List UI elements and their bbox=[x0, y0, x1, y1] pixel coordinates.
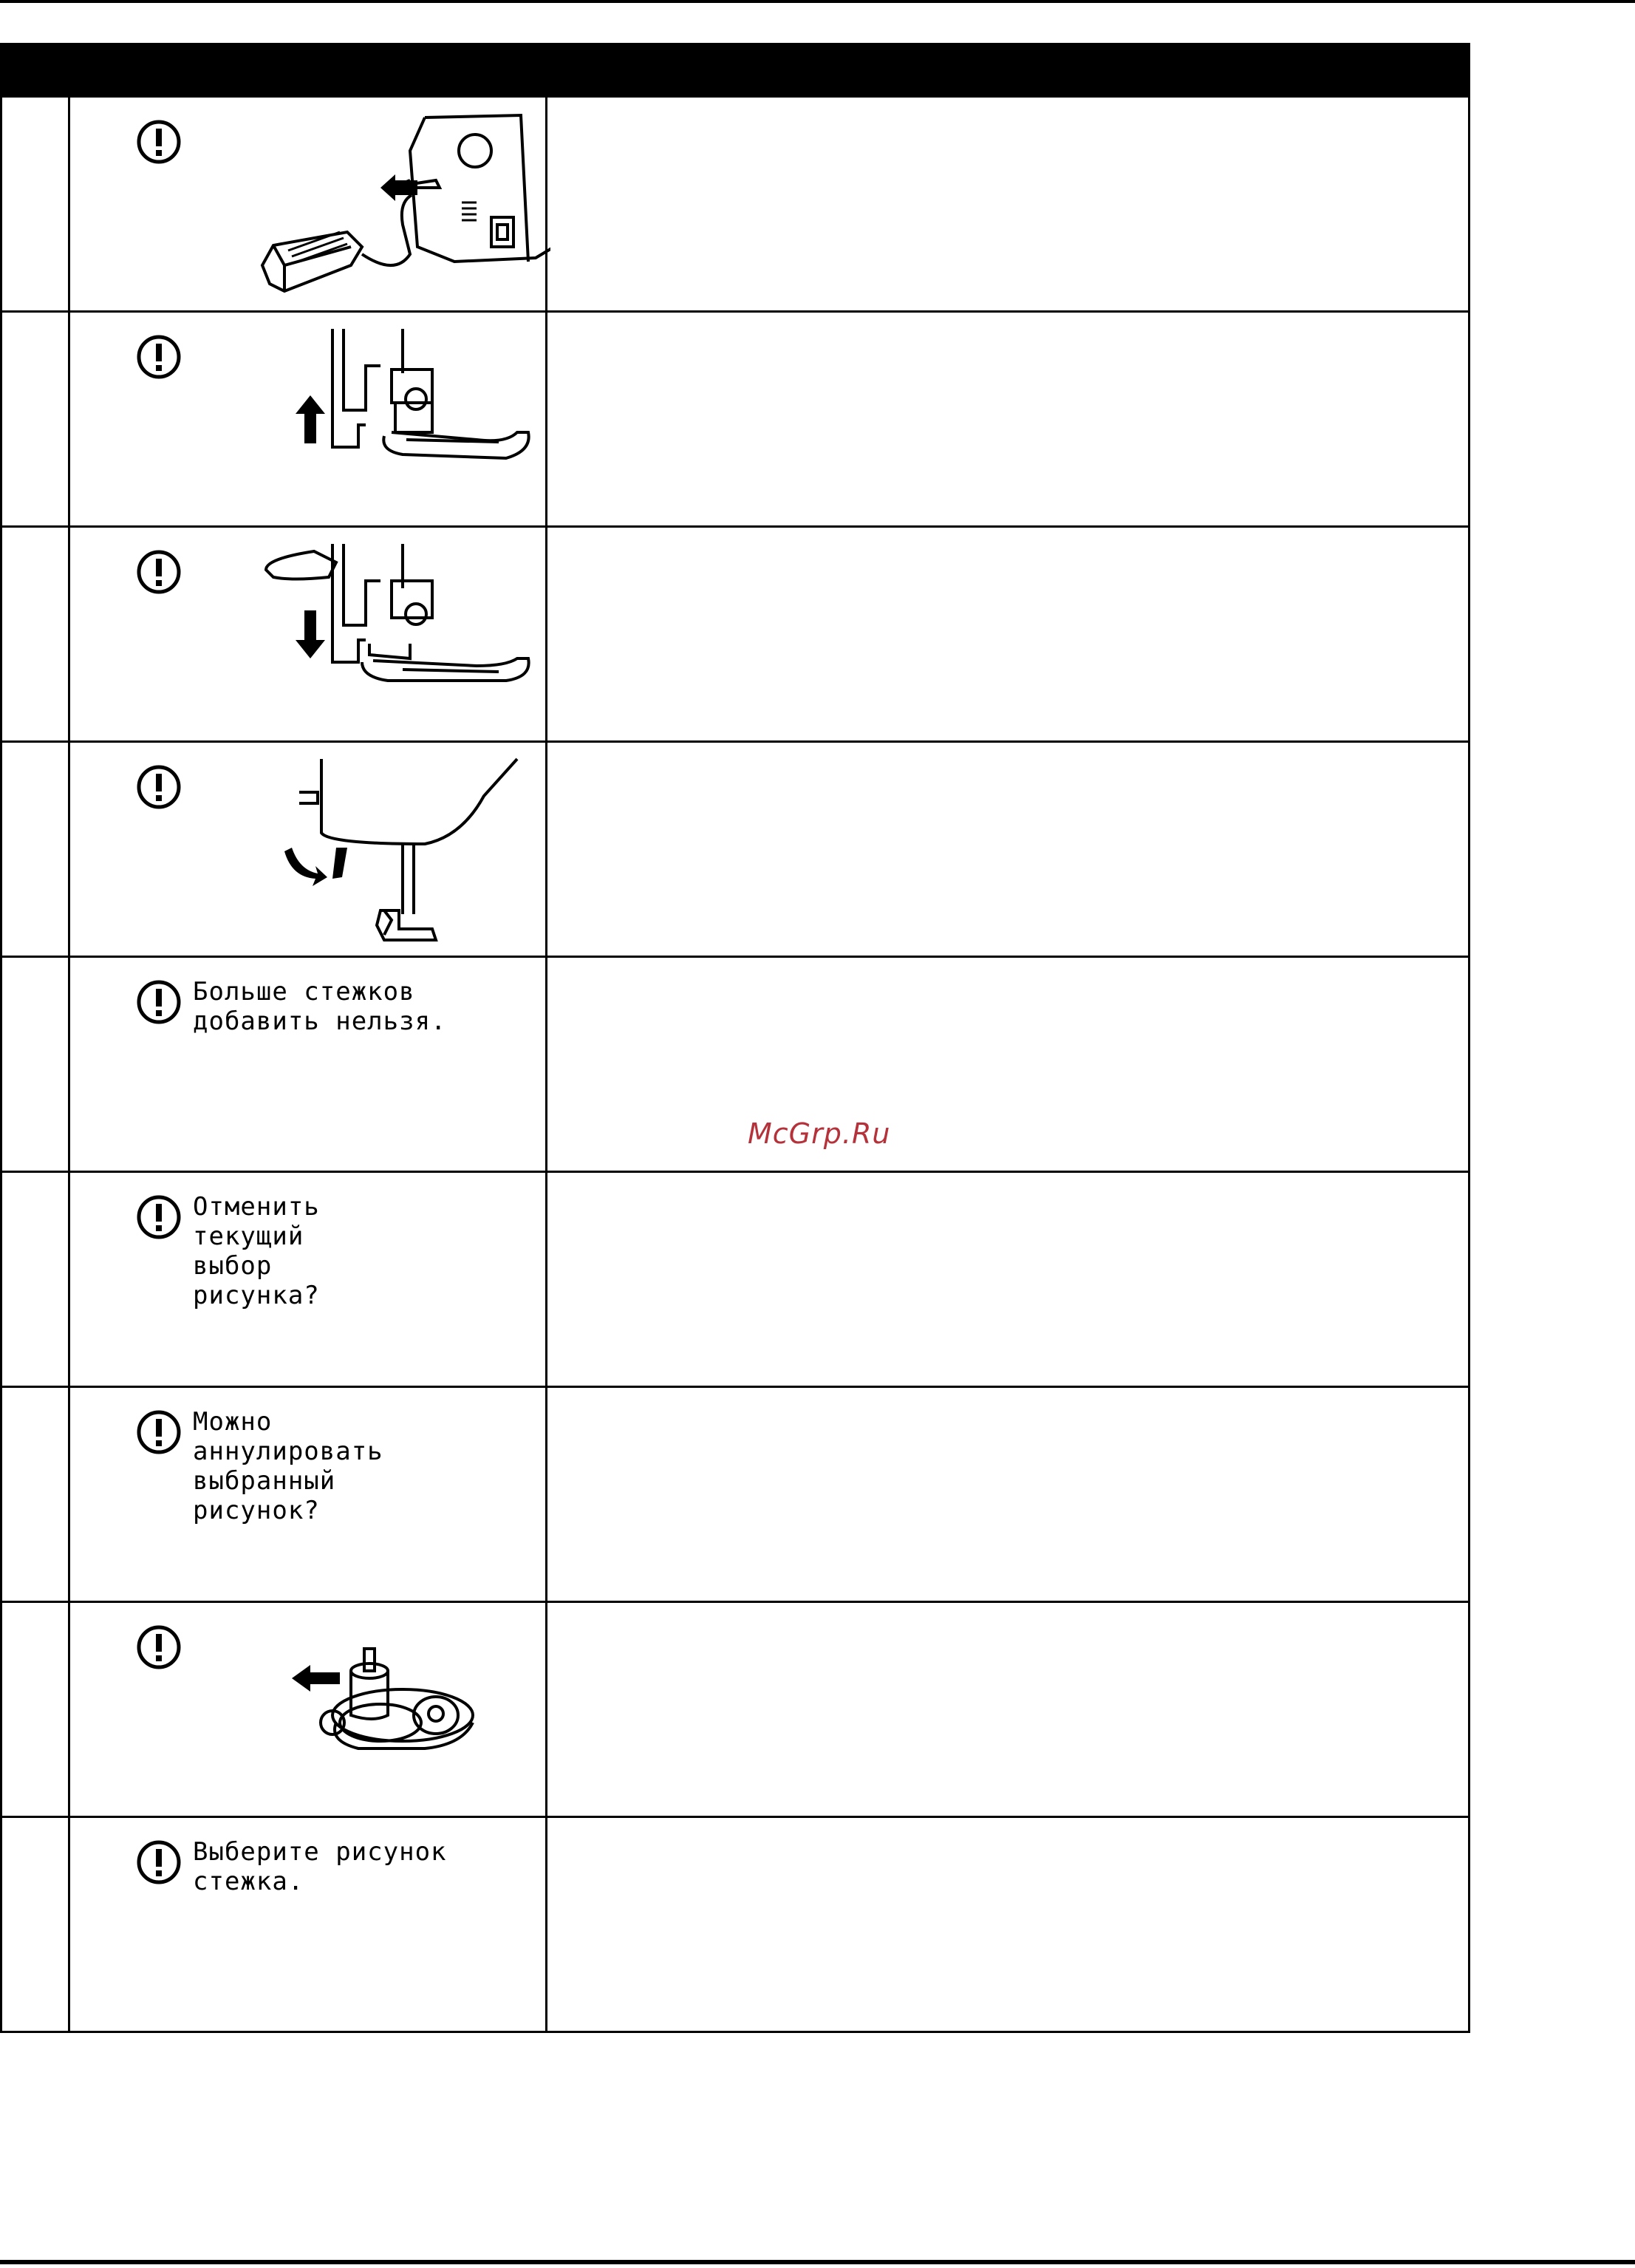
row-number-cell bbox=[1, 1172, 69, 1387]
screen-cell bbox=[69, 527, 547, 742]
description-cell bbox=[547, 1817, 1470, 2032]
presser-foot-lower-illustration bbox=[181, 537, 550, 736]
screen-cell bbox=[69, 1387, 547, 1602]
description-cell bbox=[547, 742, 1470, 957]
screen-cell bbox=[69, 1602, 547, 1817]
screen-cell bbox=[69, 1817, 547, 2032]
error-message-table bbox=[0, 43, 1470, 2033]
table-row bbox=[1, 312, 1470, 527]
screen-cell bbox=[69, 1172, 547, 1387]
table-row bbox=[1, 1172, 1470, 1387]
table-row bbox=[1, 1387, 1470, 1602]
row-number-cell bbox=[1, 97, 69, 312]
row-number-cell bbox=[1, 312, 69, 527]
bobbin-winder-illustration bbox=[181, 1612, 550, 1811]
lcd-message: Можно аннулировать выбранный рисунок? bbox=[193, 1407, 383, 1525]
lcd-message: Выберите рисунок стежка. bbox=[193, 1837, 447, 1896]
header-cell-screen bbox=[69, 44, 547, 97]
warning-icon bbox=[135, 548, 182, 596]
description-cell bbox=[547, 957, 1470, 1172]
table-row bbox=[1, 527, 1470, 742]
description-cell bbox=[547, 1387, 1470, 1602]
lcd-message: Больше стежков добавить нельзя. bbox=[193, 977, 447, 1036]
table-row bbox=[1, 1817, 1470, 2032]
table-row bbox=[1, 742, 1470, 957]
warning-icon bbox=[135, 978, 182, 1026]
top-rule bbox=[0, 0, 1635, 3]
warning-icon bbox=[135, 118, 182, 166]
warning-icon bbox=[135, 1839, 182, 1886]
warning-icon bbox=[135, 1193, 182, 1241]
screen-cell bbox=[69, 97, 547, 312]
row-number-cell bbox=[1, 1602, 69, 1817]
warning-icon bbox=[135, 1409, 182, 1456]
row-number-cell bbox=[1, 1387, 69, 1602]
lcd-message: Отменить текущий выбор рисунка? bbox=[193, 1192, 320, 1310]
row-number-cell bbox=[1, 957, 69, 1172]
buttonhole-lever-illustration bbox=[181, 752, 550, 951]
screen-cell bbox=[69, 957, 547, 1172]
description-cell bbox=[547, 1172, 1470, 1387]
description-cell bbox=[547, 527, 1470, 742]
foot-controller-illustration bbox=[181, 106, 550, 306]
row-number-cell bbox=[1, 527, 69, 742]
description-cell bbox=[547, 1602, 1470, 1817]
bottom-rule bbox=[0, 2260, 1635, 2264]
table-row bbox=[1, 1602, 1470, 1817]
row-number-cell bbox=[1, 742, 69, 957]
presser-foot-raise-illustration bbox=[181, 321, 550, 521]
watermark: McGrp.Ru bbox=[748, 1117, 891, 1150]
description-cell bbox=[547, 312, 1470, 527]
warning-icon bbox=[135, 333, 182, 381]
screen-cell bbox=[69, 742, 547, 957]
table-row bbox=[1, 97, 1470, 312]
header-cell-description bbox=[547, 44, 1470, 97]
row-number-cell bbox=[1, 1817, 69, 2032]
warning-icon bbox=[135, 763, 182, 811]
warning-icon bbox=[135, 1624, 182, 1671]
screen-cell bbox=[69, 312, 547, 527]
table-row bbox=[1, 957, 1470, 1172]
header-cell-number bbox=[1, 44, 69, 97]
table-header-row bbox=[1, 44, 1470, 97]
description-cell bbox=[547, 97, 1470, 312]
